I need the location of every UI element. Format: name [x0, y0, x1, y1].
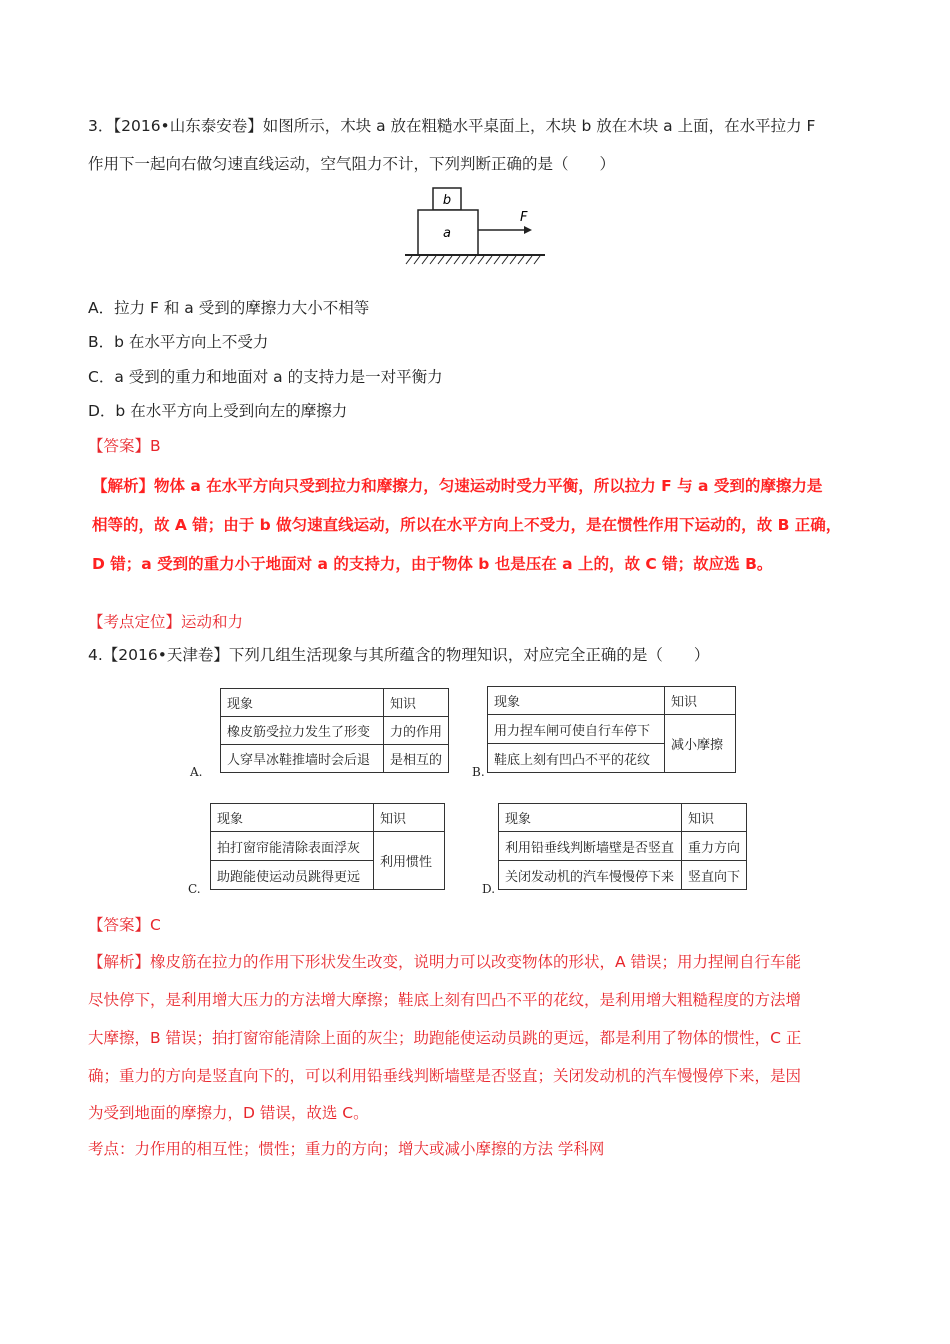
q4-table-b: [487, 686, 736, 773]
q4-table-d: [498, 803, 747, 890]
table-header: 知识: [374, 804, 445, 832]
q4-label-d: D.: [482, 882, 496, 896]
table-cell: 重力方向: [682, 832, 747, 861]
q3-option-c: C．a 受到的重力和地面对 a 的支持力是一对平衡力: [88, 368, 443, 386]
q3-analysis-line2: 相等的，故 A 错；由于 b 做匀速直线运动，所以在水平方向上不受力，是在惯性作用下运动的，故 B 正确，: [92, 516, 842, 534]
q4-label-a: A.: [190, 765, 203, 779]
q4-kaodian: 考点：力作用的相互性；惯性；重力的方向；增大或减小摩擦的方法 学科网: [88, 1140, 605, 1158]
q4-label-b: B.: [472, 765, 485, 779]
table-cell: 助跑能使运动员跳得更远: [211, 861, 374, 890]
q3-option-b: B．b 在水平方向上不受力: [88, 333, 269, 351]
q3-block-diagram: [400, 185, 550, 270]
q4-analysis-line3: 大摩擦，B 错误；拍打窗帘能清除上面的灰尘；助跑能使运动员跳的更远，都是利用了物体的惯性，C 正: [88, 1029, 802, 1047]
ground-hatching: [406, 256, 540, 264]
table-cell: 减小摩擦: [665, 715, 736, 773]
table-cell: 拍打窗帘能清除表面浮灰: [211, 832, 374, 861]
q4-analysis-line4: 确；重力的方向是竖直向下的，可以利用铅垂线判断墙壁是否竖直；关闭发动机的汽车慢慢停下来，是因: [88, 1067, 802, 1085]
q3-answer: 【答案】B: [88, 437, 161, 455]
table-header: 知识: [682, 804, 747, 832]
q3-analysis-line1: 【解析】物体 a 在水平方向只受到拉力和摩擦力，匀速运动时受力平衡，所以拉力 F 与 a 受到的摩擦力是: [92, 477, 823, 495]
force-label: F: [520, 210, 528, 225]
q4-table-c: [210, 803, 445, 890]
table-cell: 关闭发动机的汽车慢慢停下来: [499, 861, 682, 890]
table-cell: 力的作用: [384, 717, 449, 745]
q3-kaodian: 【考点定位】运动和力: [88, 613, 244, 631]
table-cell: 利用惯性: [374, 832, 445, 890]
table-cell: 竖直向下: [682, 861, 747, 890]
table-cell: 人穿旱冰鞋推墙时会后退: [221, 745, 384, 773]
table-header: 现象: [499, 804, 682, 832]
table-header: 现象: [488, 687, 665, 715]
q3-option-a: A．拉力 F 和 a 受到的摩擦力大小不相等: [88, 299, 370, 317]
q4-analysis-line2: 尽快停下，是利用增大压力的方法增大摩擦；鞋底上刻有凹凸不平的花纹，是利用增大粗糙程度的方法增: [88, 991, 802, 1009]
table-cell: 鞋底上刻有凹凸不平的花纹: [488, 744, 665, 773]
force-arrowhead: [524, 226, 532, 234]
q3-analysis-line3: D 错；a 受到的重力小于地面对 a 的支持力，由于物体 b 也是压在 a 上的，故 C 错；故应选 B。: [92, 555, 773, 573]
q4-answer: 【答案】C: [88, 916, 161, 934]
table-cell: 利用铅垂线判断墙壁是否竖直: [499, 832, 682, 861]
q3-option-d: D．b 在水平方向上受到向左的摩擦力: [88, 402, 348, 420]
table-header: 知识: [384, 689, 449, 717]
q4-analysis-line1: 【解析】橡皮筋在拉力的作用下形状发生改变，说明力可以改变物体的形状，A 错误；用力捏闸自行车能: [88, 953, 802, 971]
table-cell: 是相互的: [384, 745, 449, 773]
table-header: 现象: [211, 804, 374, 832]
table-cell: 用力捏车闸可使自行车停下: [488, 715, 665, 744]
block-b-label: b: [442, 193, 452, 208]
q4-table-a: [220, 688, 449, 773]
q3-stem-line1: 3．【2016•山东泰安卷】如图所示，木块 a 放在粗糙水平桌面上，木块 b 放在木块 a 上面，在水平拉力 F: [88, 117, 816, 135]
table-header: 现象: [221, 689, 384, 717]
q3-stem-line2: 作用下一起向右做匀速直线运动，空气阻力不计，下列判断正确的是（ ）: [88, 155, 616, 173]
block-a-label: a: [443, 226, 451, 241]
q4-analysis-line5: 为受到地面的摩擦力，D 错误，故选 C。: [88, 1104, 369, 1122]
q4-label-c: C.: [188, 882, 201, 896]
q4-stem: 4.【2016•天津卷】下列几组生活现象与其所蕴含的物理知识，对应完全正确的是（ ）: [88, 646, 710, 664]
table-header: 知识: [665, 687, 736, 715]
table-cell: 橡皮筋受拉力发生了形变: [221, 717, 384, 745]
